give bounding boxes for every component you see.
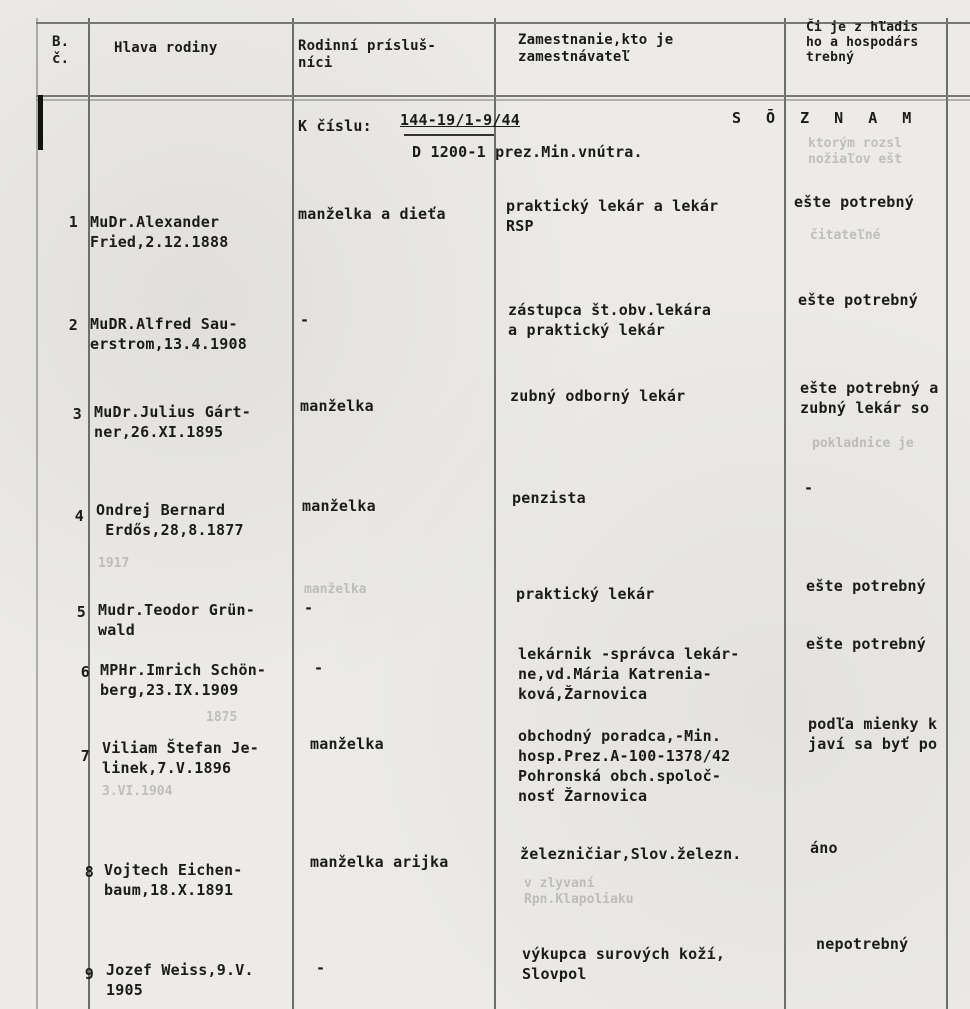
row-employment: zubný odborný lekár — [510, 387, 686, 405]
bleed-through-text: manželka — [304, 582, 367, 597]
column-rule — [946, 18, 948, 1009]
row-need: ešte potrebný — [806, 577, 926, 595]
row-number: 9 — [84, 965, 94, 983]
row-members: - — [314, 659, 324, 677]
row-head-of-family: MPHr.Imrich Schön- berg,23.IX.1909 — [100, 661, 267, 699]
header-rule — [36, 99, 970, 101]
reference-number: 144-19/1-9/44 — [400, 111, 520, 129]
row-employment: železničiar,Slov.železn. — [520, 845, 742, 863]
column-rule — [292, 18, 294, 1009]
row-head-of-family: MuDR.Alfred Sau- erstrom,13.4.1908 — [90, 315, 247, 353]
row-number: 8 — [84, 863, 94, 881]
row-members: - — [300, 311, 310, 329]
header-family-members: Rodinní prísluš- níci — [298, 38, 437, 71]
row-number: 6 — [80, 663, 90, 681]
header-need: Či je z hľadis ho a hospodárs trebný — [806, 20, 919, 65]
row-employment: výkupca surových koží, Slovpol — [522, 945, 726, 983]
reference-label: K číslu: — [298, 117, 372, 135]
row-need: áno — [810, 839, 838, 857]
reference-subline: D 1200-1 prez.Min.vnútra. — [412, 143, 643, 161]
row-need: ešte potrebný a zubný lekár so — [800, 379, 939, 417]
bleed-through-text: 3.VI.1904 — [102, 784, 173, 799]
row-number: 1 — [68, 213, 78, 231]
row-number: 5 — [76, 603, 86, 621]
bleed-through-text: pokladnice je — [812, 436, 914, 451]
row-need: ešte potrebný — [794, 193, 914, 211]
row-employment: praktický lekár a lekár RSP — [506, 197, 719, 235]
row-need: ešte potrebný — [798, 291, 918, 309]
row-head-of-family: Mudr.Teodor Grün- wald — [98, 601, 255, 639]
row-employment: penzista — [512, 489, 586, 507]
row-need: ešte potrebný — [806, 635, 926, 653]
row-number: 4 — [74, 507, 84, 525]
bleed-through-text: v zlyvaní Rpn.Klapoliaku — [524, 876, 634, 907]
row-need: nepotrebný — [816, 935, 909, 953]
bleed-through-text: 1875 — [206, 710, 238, 725]
row-members: manželka a dieťa — [298, 205, 446, 223]
bleed-through-text: čitateľné — [810, 228, 881, 243]
column-rule — [36, 18, 38, 1009]
row-members: manželka — [310, 735, 384, 753]
row-employment: obchodný poradca,-Min. hosp.Prez.A-100-1378/42 Pohronská obch.spoloč- nosť Žarnovica — [518, 727, 731, 805]
reference-dash-rule — [404, 134, 494, 136]
row-need: podľa mienky k javí sa byť po — [808, 715, 938, 753]
row-head-of-family: MuDr.Alexander Fried,2.12.1888 — [90, 213, 229, 251]
column-rule — [784, 18, 786, 1009]
bleed-through-text: ktorým rozsl nožiaľov ešt — [808, 136, 902, 167]
row-head-of-family: Viliam Štefan Je- linek,7.V.1896 — [102, 739, 259, 777]
row-employment: zástupca št.obv.lekára a praktický lekár — [508, 301, 712, 339]
bleed-through-text: 1917 — [98, 556, 130, 571]
row-head-of-family: Ondrej Bernard Erdős,28,8.1877 — [96, 501, 244, 539]
row-need: - — [804, 479, 814, 497]
row-employment: lekárnik -správca lekár- ne,vd.Mária Katrenia- ková,Žarnovica — [518, 645, 740, 703]
row-members: manželka — [302, 497, 376, 515]
row-members: - — [316, 959, 326, 977]
header-employment: Zamestnanie,kto je zamestnávateľ — [518, 32, 674, 65]
row-members: - — [304, 599, 314, 617]
column-rule — [494, 18, 496, 1009]
header-no: B. č. — [52, 34, 70, 67]
row-members: manželka — [300, 397, 374, 415]
row-members: manželka arijka — [310, 853, 449, 871]
row-head-of-family: MuDr.Julius Gárt- ner,26.XI.1895 — [94, 403, 251, 441]
header-rule — [36, 95, 970, 97]
margin-marker — [38, 95, 43, 150]
row-number: 2 — [68, 316, 78, 334]
header-head-of-family: Hlava rodiny — [114, 40, 218, 56]
row-number: 3 — [72, 405, 82, 423]
row-employment: praktický lekár — [516, 585, 655, 603]
row-head-of-family: Jozef Weiss,9.V. 1905 — [106, 961, 254, 999]
column-rule — [88, 18, 90, 1009]
document-title: S Ō Z N A M — [732, 109, 920, 127]
row-head-of-family: Vojtech Eichen- baum,18.X.1891 — [104, 861, 243, 899]
row-number: 7 — [80, 747, 90, 765]
